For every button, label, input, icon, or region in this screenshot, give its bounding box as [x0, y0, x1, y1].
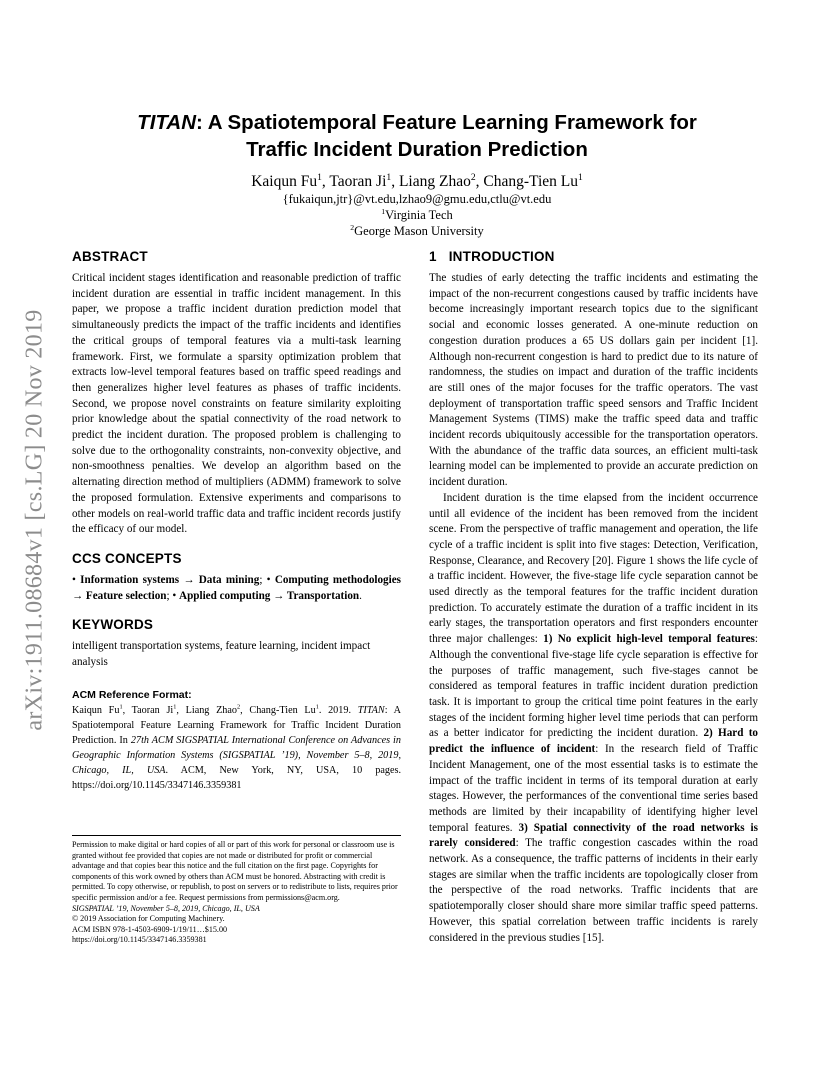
author-separator: ,: [475, 173, 484, 190]
copyright-line: © 2019 Association for Computing Machinery.: [72, 914, 225, 924]
ref-author-mark: 1: [173, 703, 177, 711]
affiliation-1: [70, 208, 764, 223]
author-name: Kaiqun Fu: [251, 173, 318, 190]
permission-footnote: [72, 835, 401, 946]
challenge-2: 2) Hard to predict the influence of incident: [429, 727, 758, 756]
keywords-heading: KEYWORDS: [72, 617, 154, 633]
acm-reference-heading: ACM Reference Format:: [72, 688, 192, 701]
arxiv-stamp-text: arXiv:1911.08684v1 [cs.LG] 20 Nov 2019: [21, 309, 48, 731]
ccs-bullet: ; •: [166, 589, 180, 602]
acm-reference-text: [72, 703, 401, 793]
author-name: Taoran Ji: [329, 173, 387, 190]
ref-year: . 2019.: [318, 704, 358, 716]
ref-author-mark: 1: [315, 703, 319, 711]
author-separator: ,: [321, 173, 330, 190]
ccs-end: .: [359, 589, 362, 602]
author-affiliation-mark: 1: [386, 171, 392, 183]
author-separator: ,: [391, 173, 399, 190]
ref-tail: . ACM, New York, NY, USA, 10 pages. https://doi.org/10.1145/3347146.3359381: [72, 764, 401, 791]
author-affiliation-mark: 2: [470, 171, 476, 183]
right-column: [429, 248, 758, 946]
author-list: [70, 172, 764, 192]
intro-paragraph-2: [429, 491, 758, 946]
author-affiliation-mark: 1: [577, 171, 583, 183]
title-line1-rest: : A Spatiotemporal Feature Learning Framework for: [196, 111, 697, 134]
affiliation-2: [70, 224, 764, 239]
conference-line: SIGSPATIAL ’19, November 5–8, 2019, Chicago, IL, USA: [72, 903, 260, 913]
paragraph-text: : Although the conventional five-stage life cycle separation is effective for the purposes of traffic management, such five-stages cannot be considered as temporal features in traffic incident duration prediction task. It is important to group the critical time point features in the early stages of the incident forming higher level time periods that can perform as a better indicator for predicting the incident duration.: [429, 633, 759, 740]
affiliation-mark: 1: [381, 206, 386, 216]
paragraph-text: : The traffic congestion cascades within the road network. As a consequence, the traffic patterns of incidents in their early stages are similar when the traffic incidents are topologically closer from the perspective of the road networks. Traffic incidents that are spatiotemporally closer should share more similar traffic speed patterns. However, this spatial correlation between traffic incidents is rarely considered in the previous studies [15].: [429, 837, 759, 944]
affiliation-name: Virginia Tech: [385, 208, 453, 222]
author-affiliation-mark: 1: [317, 171, 322, 183]
affiliation-name: George Mason University: [354, 224, 484, 238]
challenge-1: 1) No explicit high-level temporal features: [543, 633, 755, 646]
paragraph-text: Incident duration is the time elapsed from the incident occurrence until all evidence of the incident has been removed from the incident scene. From the perspective of traffic management and operation, the life cycle of a traffic incident is split into five stages: Detection, Verification, Response, Clearance, and Recovery [20]. Figure 1 shows the life cycle of a traffic incident. However, the five-stage life cycle separation cannot be used directly as the temporal features for the traffic incident duration prediction. To accurately estimate the duration of a traffic incident in its early stages, the transportation operators and first responders encounter three major challenges:: [429, 491, 758, 646]
permission-text: Permission to make digital or hard copies of all or part of this work for personal or classroom use is granted without fee provided that copies are not made or distributed for profit or commercial advantage and that copies bear this notice and the full citation on the first page. Copyrights for components of this work owned by others than ACM must be honored. Abstracting with credit is permitted. To copy otherwise, or republish, to post on servers or to redistribute to lists, requires prior specific permission and/or a fee. Request permissions from permissions@acm.org.: [72, 840, 398, 902]
doi-line: https://doi.org/10.1145/3347146.3359381: [72, 935, 207, 945]
ref-title-name: TITAN: [357, 704, 385, 716]
abstract-heading: ABSTRACT: [72, 249, 148, 264]
isbn-line: ACM ISBN 978-1-4503-6909-1/19/11…$15.00: [72, 924, 228, 934]
ccs-concept: Information systems → Data mining: [80, 573, 260, 586]
ref-author-mark: 2: [237, 703, 241, 711]
ccs-heading: CCS CONCEPTS: [72, 550, 182, 566]
title-line-2: Traffic Incident Duration Prediction: [246, 138, 588, 161]
abstract-text: Critical incident stages identification and reasonable prediction of traffic incident duration are essential in traffic incident management. In this paper, we propose a traffic incident duration prediction model that simultaneously predicts the impact of the traffic incidents and identifies the critical groups of temporal features via a multi-task learning framework. First, we formulate a sparsity optimization problem that extracts low-level temporal features based on traffic speed readings and then generalizes higher level features as phases of traffic incidents. Second, we propose novel constraints on feature similarity exploiting prior knowledge about the spatial connectivity of the road network to predict the incident duration. The proposed problem is challenging to solve due to the orthogonality constraints, non-convexity objective, and non-smoothness penalties. We develop an algorithm based on the alternating direction method of multipliers (ADMM) framework to solve the proposed formulation. Extensive experiments and comparisons to other models on real-world traffic data and traffic incident records justify the efficacy of our model.: [72, 272, 401, 536]
title-name: TITAN: [137, 111, 196, 134]
affiliation-mark: 2: [350, 222, 355, 232]
ccs-text: [72, 573, 401, 604]
ccs-concept: Applied computing → Transportation: [179, 589, 360, 602]
author-name: Liang Zhao: [398, 173, 471, 190]
ref-author-mark: 1: [119, 703, 123, 711]
intro-paragraph-1: The studies of early detecting the traffic incidents and estimating the impact of the non-recurrent congestions caused by traffic incidents have become increasingly important research topics due to the significant social and economic losses generated. A one-minute reduction on congestion duration produces a 65 US dollars gain per incident [1]. Although non-recurrent congestion is hard to predict due to its nature of randomness, the studies on impact and duration of the traffic incidents are still ones of the major focuses for the traffic operators. The vast deployment of transportation traffic speed sensors and Traffic Incident Management Systems (TIMS) make the traffic speed data and traffic incident records ubiquitously accessible for the transportation operators. With the abundance of the traffic data sources, an efficient multi-task learning model can be implemented to provide an accurate prediction on incident duration.: [429, 272, 758, 489]
ref-author: Kaiqun Fu: [72, 704, 120, 716]
ccs-concept: Computing methodologies → Feature selection: [72, 573, 401, 602]
paragraph-text: : In the research field of Traffic Incident Management, one of the most essential tasks is to estimate the impact of the traffic incident in terms of its temporal duration at early stages. However, the performances of the conventional time series based methods are limited by their incapability of identifying higher level temporal features.: [429, 743, 758, 834]
ref-author: , Liang Zhao: [176, 704, 238, 716]
title-line-1: [70, 109, 764, 136]
section-number: 1: [429, 249, 437, 264]
acm-reference-format: [72, 689, 401, 793]
intro-heading: [429, 248, 758, 266]
left-column: [72, 248, 401, 793]
ref-author: , Chang-Tien Lu: [240, 704, 316, 716]
ccs-bullet: •: [72, 573, 81, 586]
arxiv-stamp: [10, 285, 60, 755]
section-title: INTRODUCTION: [448, 249, 555, 264]
ccs-bullet: ; •: [259, 573, 275, 586]
ref-venue: 27th ACM SIGSPATIAL International Conference on Advances in Geographic Information Systems (SIGSPATIAL ’19), November 5–8, 2019, Chicago, IL, USA: [72, 734, 401, 776]
ref-title: : A Spatiotemporal Feature Learning Framework for Traffic Incident Duration Prediction. In: [72, 704, 402, 746]
author-emails: {fukaiqun,jtr}@vt.edu,lzhao9@gmu.edu,ctlu@vt.edu: [282, 192, 552, 206]
keywords-text: intelligent transportation systems, feature learning, incident impact analysis: [72, 640, 371, 669]
paper-title: [70, 109, 764, 163]
author-name: Chang-Tien Lu: [483, 173, 578, 190]
ref-author: , Taoran Ji: [122, 704, 174, 716]
challenge-3: 3) Spatial connectivity of the road networks is rarely considered: [429, 821, 758, 850]
